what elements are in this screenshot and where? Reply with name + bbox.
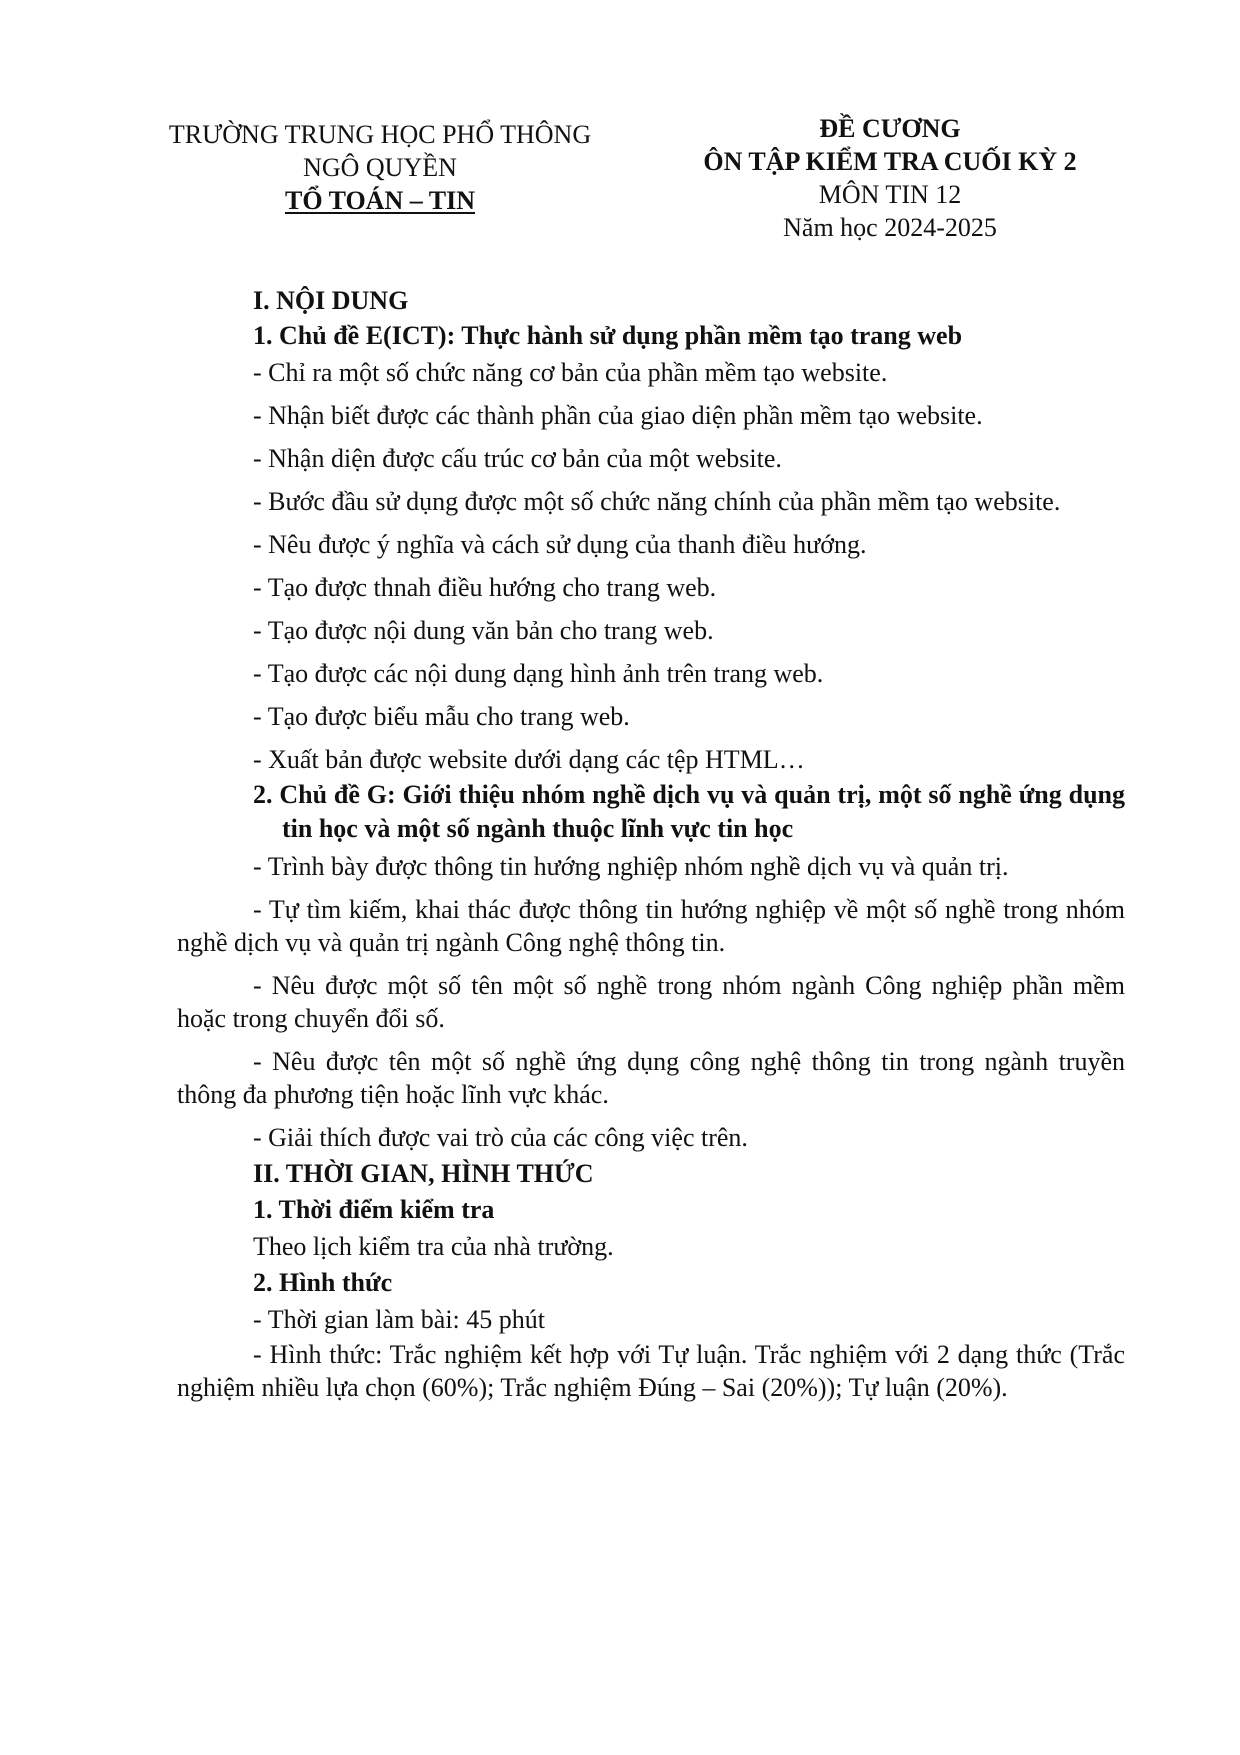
topic-2-heading: 2. Chủ đề G: Giới thiệu nhóm nghề dịch vụ và quản trị, một số nghề ứng dụng tin học và một số ngành thuộc lĩnh vực tin học <box>253 780 1125 843</box>
section-1-heading: I. NỘI DUNG <box>253 286 409 315</box>
topic-1-item: - Bước đầu sử dụng được một số chức năng chính của phần mềm tạo website. <box>253 487 1061 516</box>
topic-1-item: - Tạo được thnah điều hướng cho trang web. <box>253 573 717 602</box>
topic-2-item: - Giải thích được vai trò của các công việc trên. <box>253 1123 748 1152</box>
document-subtitle: ÔN TẬP KIỂM TRA CUỐI KỲ 2 <box>703 147 1077 176</box>
school-year: Năm học 2024-2025 <box>783 213 997 242</box>
school-header <box>140 118 620 217</box>
topic-2-item: - Trình bày được thông tin hướng nghiệp nhóm nghề dịch vụ và quản trị. <box>253 852 1009 881</box>
topic-1-heading: 1. Chủ đề E(ICT): Thực hành sử dụng phần mềm tạo trang web <box>253 321 963 350</box>
topic-1-item: - Tạo được các nội dung dạng hình ảnh trên trang web. <box>253 659 824 688</box>
section-2-sub2-item: - Hình thức: Trắc nghiệm kết hợp với Tự luận. Trắc nghiệm với 2 dạng thức (Trắc nghiệm nhiều lựa chọn (60%); Trắc nghiệm Đúng – Sai (20%)); Tự luận (20%). <box>177 1340 1125 1402</box>
school-name-line1: TRƯỜNG TRUNG HỌC PHỔ THÔNG <box>168 120 592 149</box>
document-title-block <box>660 112 1120 244</box>
topic-1-item: - Nhận diện được cấu trúc cơ bản của một website. <box>253 444 782 473</box>
section-2-sub1-heading: 1. Thời điểm kiểm tra <box>253 1195 495 1224</box>
topic-1-item: - Tạo được biểu mẫu cho trang web. <box>253 702 630 731</box>
topic-2-item: - Tự tìm kiếm, khai thác được thông tin hướng nghiệp về một số nghề trong nhóm nghề dịch vụ và quản trị ngành Công nghệ thông tin. <box>177 895 1125 957</box>
document-title: ĐỀ CƯƠNG <box>819 114 961 143</box>
section-2-sub1-text: Theo lịch kiểm tra của nhà trường. <box>253 1232 614 1261</box>
document-body <box>177 285 1125 1404</box>
topic-2-item: - Nêu được một số tên một số nghề trong nhóm ngành Công nghiệp phần mềm hoặc trong chuyển đổi số. <box>177 971 1125 1033</box>
section-2-sub2-item: - Thời gian làm bài: 45 phút <box>253 1305 546 1334</box>
topic-1-item: - Tạo được nội dung văn bản cho trang web. <box>253 616 714 645</box>
section-2-sub2-heading: 2. Hình thức <box>253 1268 393 1297</box>
topic-1-item: - Chỉ ra một số chức năng cơ bản của phần mềm tạo website. <box>253 358 888 387</box>
school-name-line2: NGÔ QUYỀN <box>303 153 457 182</box>
topic-2-item: - Nêu được tên một số nghề ứng dụng công nghệ thông tin trong ngành truyền thông đa phương tiện hoặc lĩnh vực khác. <box>177 1047 1125 1109</box>
topic-1-item: - Nêu được ý nghĩa và cách sử dụng của thanh điều hướng. <box>253 530 867 559</box>
department-name: TỔ TOÁN – TIN <box>284 186 475 215</box>
section-2-heading: II. THỜI GIAN, HÌNH THỨC <box>253 1159 594 1188</box>
subject-name: MÔN TIN 12 <box>818 180 962 209</box>
topic-1-item: - Nhận biết được các thành phần của giao diện phần mềm tạo website. <box>253 401 983 430</box>
topic-1-item: - Xuất bản được website dưới dạng các tệp HTML… <box>253 745 805 774</box>
